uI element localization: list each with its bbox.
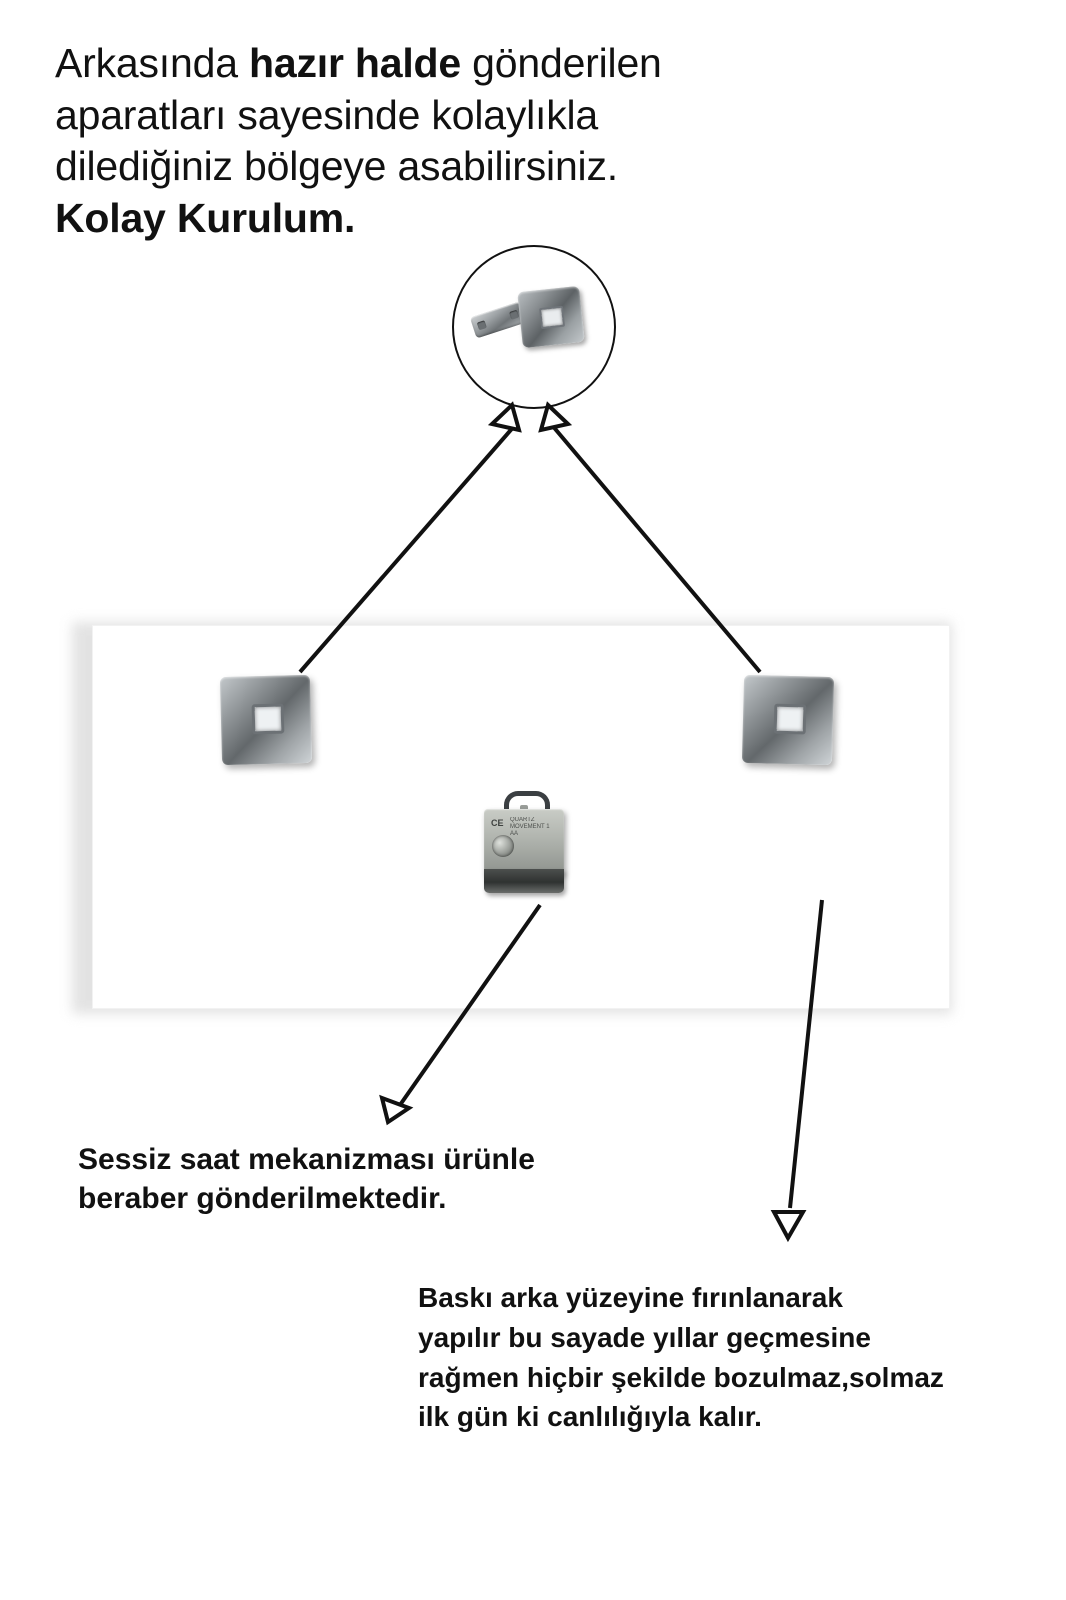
keyhole-icon <box>252 704 285 735</box>
mechanism-ce-mark: CE <box>491 818 504 828</box>
keyhole-icon <box>774 704 807 735</box>
caption-mechanism <box>78 1140 638 1218</box>
headline-segment-bold: hazır halde <box>249 40 461 86</box>
headline-line-1 <box>55 38 855 90</box>
headline-line-2: aparatları sayesinde kolaylıkla <box>55 91 599 138</box>
headline-segment: gönderilen <box>460 40 662 86</box>
headline-segment: Arkasında <box>55 40 249 86</box>
page-title <box>55 38 855 245</box>
hanger-plate-icon <box>517 286 585 348</box>
caption-mechanism-line-1: Sessiz saat mekanizması ürünle <box>78 1143 535 1176</box>
mechanism-dial-icon <box>492 835 514 857</box>
caption-print-line-1: Baskı arka yüzeyine fırınlanarak <box>418 1282 843 1313</box>
headline-line-4: Kolay Kurulum. <box>55 194 356 241</box>
silent-clock-mechanism <box>478 791 570 901</box>
caption-print-line-4: ilk gün ki canlılığıyla kalır. <box>418 1401 762 1433</box>
hanger-hardware-callout <box>452 245 616 409</box>
hanger-strip-icon <box>470 302 526 339</box>
mechanism-body <box>484 809 564 875</box>
headline-line-3: dilediğiniz bölgeye asabilirsiniz. <box>55 143 618 190</box>
caption-print-line-3: rağmen hiçbir şekilde bozulmaz,solmaz <box>418 1361 944 1393</box>
keyhole-icon <box>539 306 565 329</box>
wall-mount-plate-right <box>742 675 834 765</box>
product-back-panel <box>92 625 950 1009</box>
caption-print <box>418 1278 978 1437</box>
mechanism-label-text: QUARTZ MOVEMENT 1 AA <box>510 817 550 837</box>
caption-print-line-2: yapılır bu sayade yıllar geçmesine <box>418 1321 871 1353</box>
wall-mount-plate-left <box>220 675 312 765</box>
mechanism-base <box>484 869 564 893</box>
caption-mechanism-line-2: beraber gönderilmektedir. <box>78 1182 447 1215</box>
